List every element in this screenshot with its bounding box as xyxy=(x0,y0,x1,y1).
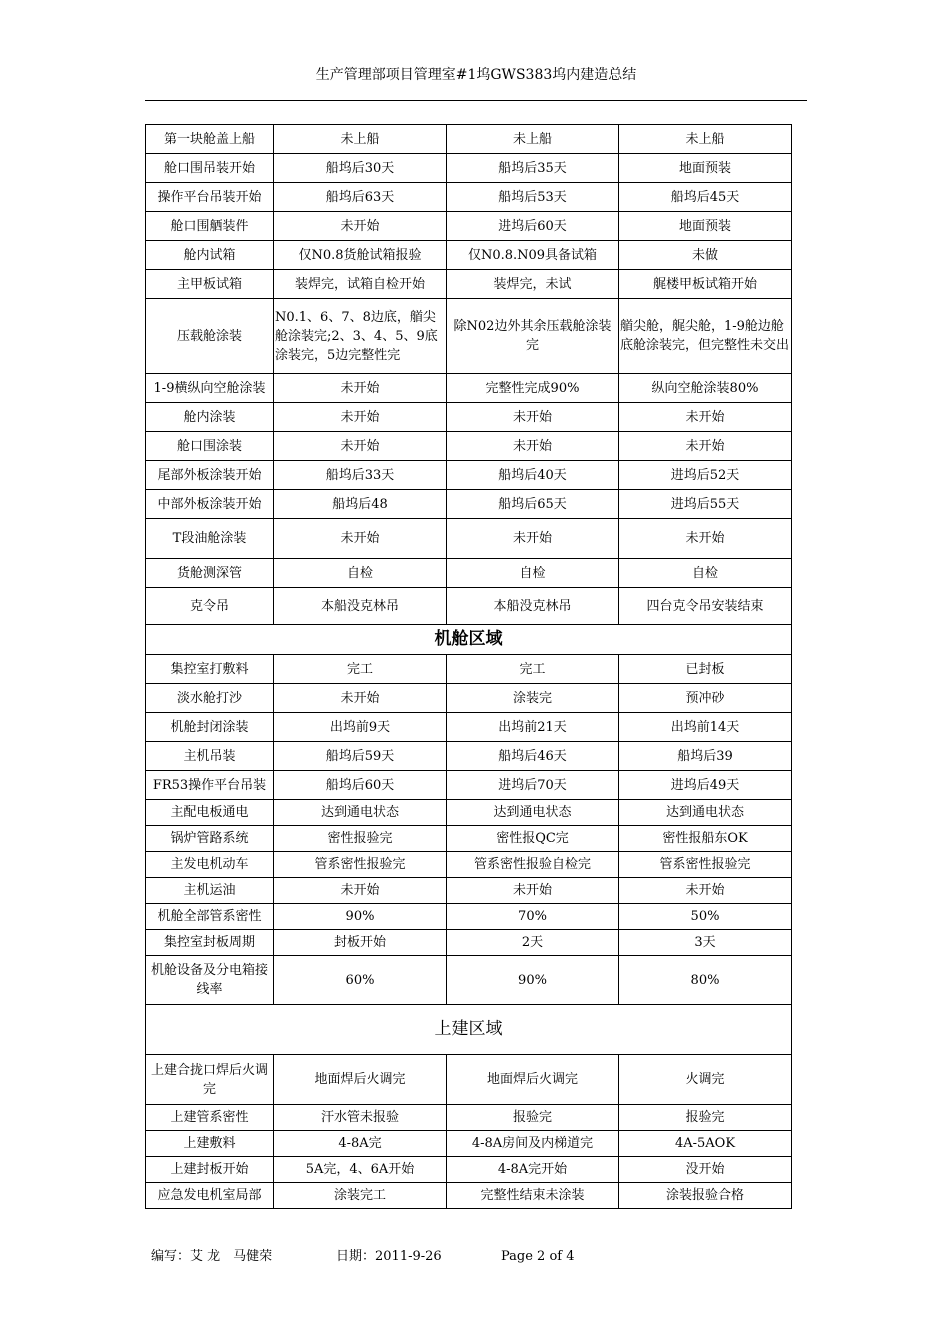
value-cell: 地面预装 xyxy=(619,154,792,183)
table-row xyxy=(146,852,792,878)
value-cell: 90% xyxy=(274,904,447,930)
table-row xyxy=(146,490,792,519)
value-cell: 60% xyxy=(274,956,447,1005)
row-label-cell: 舱口围舾装件 xyxy=(146,212,274,241)
value-cell: 船坞后46天 xyxy=(447,742,619,771)
row-label-cell: 舱口围涂装 xyxy=(146,432,274,461)
row-label-cell: 1-9横纵向空舱涂装 xyxy=(146,374,274,403)
value-cell: 进坞后60天 xyxy=(447,212,619,241)
table-row xyxy=(146,299,792,374)
value-cell: 未开始 xyxy=(619,403,792,432)
value-cell: 完整性完成90% xyxy=(447,374,619,403)
row-label-cell: 集控室打敷料 xyxy=(146,655,274,684)
value-cell: 未开始 xyxy=(619,878,792,904)
table-row xyxy=(146,403,792,432)
value-cell: 出坞前9天 xyxy=(274,713,447,742)
footer-author: 编写：艾 龙 马健荣 xyxy=(151,1249,273,1264)
header-divider xyxy=(145,100,807,101)
value-cell: 汗水管未报验 xyxy=(274,1105,447,1131)
value-cell: 进坞后70天 xyxy=(447,771,619,800)
value-cell: 达到通电状态 xyxy=(274,800,447,826)
table-row xyxy=(146,684,792,713)
value-cell: 船坞后65天 xyxy=(447,490,619,519)
row-label-cell: 货舱测深管 xyxy=(146,559,274,588)
value-cell: 船坞后48 xyxy=(274,490,447,519)
table-row xyxy=(146,742,792,771)
page-footer xyxy=(151,1248,575,1320)
table-row xyxy=(146,559,792,588)
value-cell: 未上船 xyxy=(447,125,619,154)
value-cell: 4A-5AOK xyxy=(619,1131,792,1157)
value-cell: 涂装完 xyxy=(447,684,619,713)
value-cell: 完整性结束未涂装 xyxy=(447,1183,619,1209)
value-cell: 预冲砂 xyxy=(619,684,792,713)
table-row xyxy=(146,826,792,852)
value-cell: 进坞后49天 xyxy=(619,771,792,800)
value-cell: 未开始 xyxy=(447,432,619,461)
value-cell: 涂装完工 xyxy=(274,1183,447,1209)
value-cell: 地面焊后火调完 xyxy=(447,1055,619,1105)
table-row xyxy=(146,771,792,800)
value-cell: 封板开始 xyxy=(274,930,447,956)
table-row xyxy=(146,800,792,826)
value-cell: 自检 xyxy=(447,559,619,588)
table-row xyxy=(146,655,792,684)
value-cell: 未开始 xyxy=(447,519,619,559)
row-label-cell: 上建合拢口焊后火调完 xyxy=(146,1055,274,1105)
value-cell: 未开始 xyxy=(274,403,447,432)
table-row xyxy=(146,241,792,270)
row-label-cell: FR53操作平台吊装 xyxy=(146,771,274,800)
table-row xyxy=(146,1157,792,1183)
section-row-superstructure xyxy=(146,1005,792,1055)
value-cell: 除N02边外其余压载舱涂装完 xyxy=(447,299,619,374)
value-cell: 船坞后60天 xyxy=(274,771,447,800)
value-cell: 艏尖舱，艉尖舱，1-9舱边舱底舱涂装完，但完整性未交出 xyxy=(619,299,792,374)
value-cell: 密性报船东OK xyxy=(619,826,792,852)
row-label-cell: 锅炉管路系统 xyxy=(146,826,274,852)
value-cell: 船坞后39 xyxy=(619,742,792,771)
value-cell: 完工 xyxy=(274,655,447,684)
value-cell: 仅N0.8.N09具备试箱 xyxy=(447,241,619,270)
row-label-cell: T段油舱涂装 xyxy=(146,519,274,559)
value-cell: 5A完，4、6A开始 xyxy=(274,1157,447,1183)
value-cell: 密性报QC完 xyxy=(447,826,619,852)
row-label-cell: 主机运油 xyxy=(146,878,274,904)
value-cell: 50% xyxy=(619,904,792,930)
value-cell: 未开始 xyxy=(274,878,447,904)
value-cell: 未开始 xyxy=(274,432,447,461)
table-row xyxy=(146,1183,792,1209)
value-cell: 装焊完，试箱自检开始 xyxy=(274,270,447,299)
value-cell: 仅N0.8货舱试箱报验 xyxy=(274,241,447,270)
value-cell: 4-8A完 xyxy=(274,1131,447,1157)
table-row xyxy=(146,519,792,559)
value-cell: 4-8A房间及内梯道完 xyxy=(447,1131,619,1157)
value-cell: 未上船 xyxy=(274,125,447,154)
table-row xyxy=(146,374,792,403)
row-label-cell: 主配电板通电 xyxy=(146,800,274,826)
value-cell: 未开始 xyxy=(274,374,447,403)
value-cell: 未开始 xyxy=(447,403,619,432)
row-label-cell: 克令吊 xyxy=(146,588,274,625)
value-cell: 达到通电状态 xyxy=(619,800,792,826)
section-title-engine-room: 机舱区域 xyxy=(146,625,792,655)
row-label-cell: 主发电机动车 xyxy=(146,852,274,878)
value-cell: 管系密性报验自检完 xyxy=(447,852,619,878)
value-cell: 80% xyxy=(619,956,792,1005)
section-row-engine-room xyxy=(146,625,792,655)
row-label-cell: 操作平台吊装开始 xyxy=(146,183,274,212)
table-row xyxy=(146,154,792,183)
row-label-cell: 淡水舱打沙 xyxy=(146,684,274,713)
value-cell: 未上船 xyxy=(619,125,792,154)
row-label-cell: 压载舱涂装 xyxy=(146,299,274,374)
value-cell: 船坞后40天 xyxy=(447,461,619,490)
table-row xyxy=(146,904,792,930)
row-label-cell: 第一块舱盖上船 xyxy=(146,125,274,154)
value-cell: 地面焊后火调完 xyxy=(274,1055,447,1105)
construction-summary-table xyxy=(145,124,792,1209)
table-row xyxy=(146,878,792,904)
value-cell: 3天 xyxy=(619,930,792,956)
row-label-cell: 集控室封板周期 xyxy=(146,930,274,956)
value-cell: 70% xyxy=(447,904,619,930)
table-row xyxy=(146,212,792,241)
value-cell: 密性报验完 xyxy=(274,826,447,852)
table-row xyxy=(146,588,792,625)
row-label-cell: 主机吊装 xyxy=(146,742,274,771)
value-cell: 进坞后52天 xyxy=(619,461,792,490)
value-cell: 未开始 xyxy=(274,519,447,559)
value-cell: 未开始 xyxy=(619,519,792,559)
value-cell: 未开始 xyxy=(274,684,447,713)
value-cell: N0.1、6、7、8边底，艏尖舱涂装完;2、3、4、5、9底涂装完，5边完整性完 xyxy=(274,299,447,374)
row-label-cell: 上建敷料 xyxy=(146,1131,274,1157)
footer-date: 日期：2011-9-26 xyxy=(336,1249,442,1264)
value-cell: 未开始 xyxy=(447,878,619,904)
value-cell: 已封板 xyxy=(619,655,792,684)
value-cell: 出坞前21天 xyxy=(447,713,619,742)
table-row xyxy=(146,270,792,299)
table-row xyxy=(146,956,792,1005)
page-header-title: 生产管理部项目管理室#1坞GWS383坞内建造总结 xyxy=(315,67,637,83)
value-cell: 报验完 xyxy=(447,1105,619,1131)
value-cell: 本船没克林吊 xyxy=(447,588,619,625)
value-cell: 纵向空舱涂装80% xyxy=(619,374,792,403)
value-cell: 船坞后45天 xyxy=(619,183,792,212)
row-label-cell: 机舱设备及分电箱接线率 xyxy=(146,956,274,1005)
row-label-cell: 应急发电机室局部 xyxy=(146,1183,274,1209)
value-cell: 4-8A完开始 xyxy=(447,1157,619,1183)
value-cell: 四台克令吊安装结束 xyxy=(619,588,792,625)
value-cell: 管系密性报验完 xyxy=(619,852,792,878)
value-cell: 90% xyxy=(447,956,619,1005)
row-label-cell: 舱内试箱 xyxy=(146,241,274,270)
value-cell: 自检 xyxy=(274,559,447,588)
row-label-cell: 主甲板试箱 xyxy=(146,270,274,299)
row-label-cell: 机舱全部管系密性 xyxy=(146,904,274,930)
value-cell: 船坞后63天 xyxy=(274,183,447,212)
table-row xyxy=(146,461,792,490)
section-title-superstructure: 上建区域 xyxy=(146,1005,792,1055)
row-label-cell: 舱内涂装 xyxy=(146,403,274,432)
row-label-cell: 尾部外板涂装开始 xyxy=(146,461,274,490)
table-row xyxy=(146,1131,792,1157)
value-cell: 报验完 xyxy=(619,1105,792,1131)
value-cell: 装焊完，未试 xyxy=(447,270,619,299)
row-label-cell: 上建封板开始 xyxy=(146,1157,274,1183)
value-cell: 涂装报验合格 xyxy=(619,1183,792,1209)
value-cell: 没开始 xyxy=(619,1157,792,1183)
table-row xyxy=(146,183,792,212)
value-cell: 达到通电状态 xyxy=(447,800,619,826)
value-cell: 管系密性报验完 xyxy=(274,852,447,878)
table-row xyxy=(146,432,792,461)
value-cell: 未做 xyxy=(619,241,792,270)
value-cell: 进坞后55天 xyxy=(619,490,792,519)
value-cell: 艉楼甲板试箱开始 xyxy=(619,270,792,299)
value-cell: 未开始 xyxy=(274,212,447,241)
value-cell: 船坞后53天 xyxy=(447,183,619,212)
value-cell: 自检 xyxy=(619,559,792,588)
table-row xyxy=(146,1105,792,1131)
value-cell: 船坞后59天 xyxy=(274,742,447,771)
row-label-cell: 中部外板涂装开始 xyxy=(146,490,274,519)
row-label-cell: 机舱封闭涂装 xyxy=(146,713,274,742)
value-cell: 2天 xyxy=(447,930,619,956)
footer-page-number: Page 2 of 4 xyxy=(501,1249,575,1264)
value-cell: 地面预装 xyxy=(619,212,792,241)
value-cell: 船坞后35天 xyxy=(447,154,619,183)
table-row xyxy=(146,713,792,742)
value-cell: 出坞前14天 xyxy=(619,713,792,742)
row-label-cell: 舱口围吊装开始 xyxy=(146,154,274,183)
value-cell: 船坞后30天 xyxy=(274,154,447,183)
value-cell: 完工 xyxy=(447,655,619,684)
value-cell: 火调完 xyxy=(619,1055,792,1105)
table-row xyxy=(146,930,792,956)
value-cell: 未开始 xyxy=(619,432,792,461)
table-row xyxy=(146,125,792,154)
row-label-cell: 上建管系密性 xyxy=(146,1105,274,1131)
value-cell: 船坞后33天 xyxy=(274,461,447,490)
value-cell: 本船没克林吊 xyxy=(274,588,447,625)
table-row xyxy=(146,1055,792,1105)
